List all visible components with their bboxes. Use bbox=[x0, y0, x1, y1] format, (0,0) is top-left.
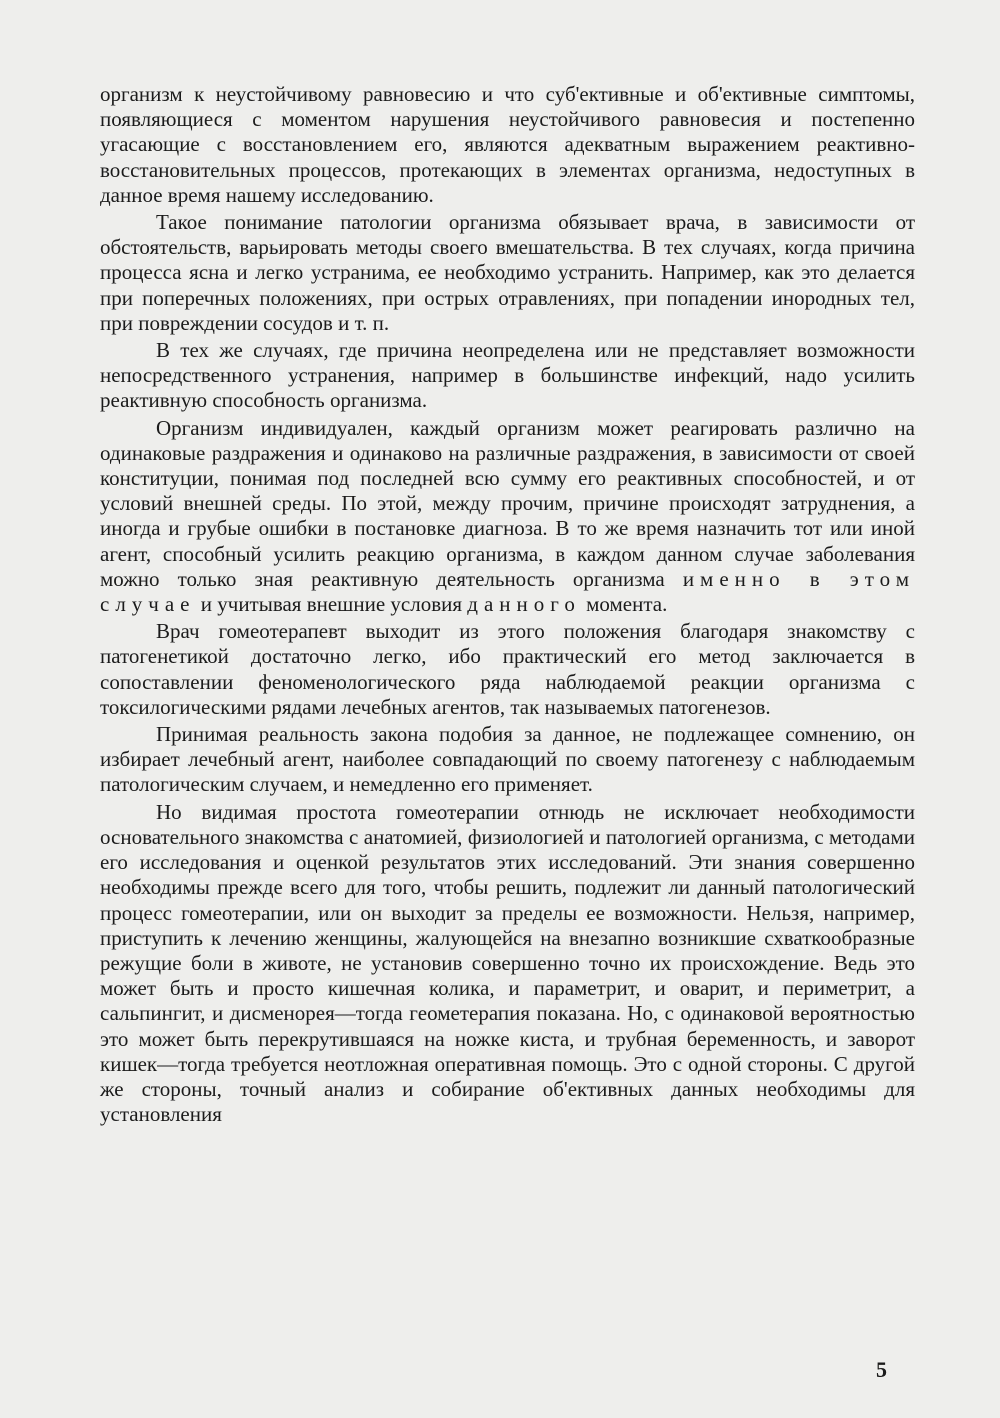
paragraph-4-text-before: Организм индивидуален, каждый организм может реагировать различно на одинаковые раздражения и одинаково на различные раздражения, в зависимости от своей конституции, понимая под последней всю сумму его реактивных способностей, и от условий внешней среды. По этой, между прочим, причине происходят затруднения, а иногда и грубые ошибки в постановке диагноза. В то же время назначить тот или иной агент, способный усилить реакцию организма, в каждом данном случае заболевания можно только зная реактивную деятельность организма bbox=[100, 415, 915, 591]
paragraph-4-spaced-emphasis-2: данного bbox=[467, 592, 581, 617]
paragraph-4-text-after: момента. bbox=[580, 592, 668, 617]
paragraph-4-spaced-emphasis-1: именно в этом случае bbox=[100, 566, 916, 617]
document-page bbox=[100, 82, 915, 1129]
page-number: 5 bbox=[876, 1357, 887, 1382]
paragraph-7: Но видимая простота гомеотерапии отнюдь не исключает необходимости основательного знакомства с анатомией, физиологией и патологией организма, с методами его исследования и оценкой результатов этих исследований. Эти знания совершенно необходимы прежде всего для того, чтобы решить, подлежит ли данный патологический процесс гомеотерапии, или он выходит за пределы ее возможности. Нельзя, например, приступить к лечению женщины, жалующейся на внезапно возникшие схваткообразные режущие боли в животе, не установив совершенно точно их происхождение. Ведь это может быть и просто кишечная колика, и параметрит, и оварит, и периметрит, а сальпингит, и дисменорея—тогда гeометерапия показана. Но, с одинаковой вероятностью это может быть перекрутившаяся на ножке киста, и трубная беременность, и заворот кишек—тогда требуется неотложная оперативная помощь. Это с одной стороны. С другой же стороны, точный анализ и собирание об'ективных данных необходимы для установления bbox=[100, 799, 915, 1127]
paragraph-2: Такое понимание патологии организма обязывает врача, в зависимости от обстоятельств, варьировать методы своего вмешательства. В тех случаях, когда причина процесса ясна и легко устранима, ее необходимо устранить. Например, как это делается при поперечных положениях, при острых отравлениях, при попадении инородных тел, при повреждении сосудов и т. п. bbox=[100, 210, 915, 335]
paragraph-5: Врач гомеотерапевт выходит из этого положения благодаря знакомству с патогенетикой достаточно легко, ибо практический его метод заключается в сопоставлении феноменологического ряда наблюдаемой реакции организма с токсилогическими рядами лечебных агентов, так называемых патогенезов. bbox=[100, 619, 915, 719]
paragraph-6: Принимая реальность закона подобия за данное, не подлежащее сомнению, он избирает лечебный агент, наиболее совпадающий по своему патогенезу с наблюдаемым патологическим случаем, и немедленно его применяет. bbox=[100, 722, 915, 797]
paragraph-4-text-middle: и учитывая внешние условия bbox=[195, 592, 468, 617]
paragraph-3: В тех же случаях, где причина неопределена или не представляет возможности непосредственного устранения, например в большинстве инфекций, надо усилить реактивную способность организма. bbox=[100, 338, 915, 413]
paragraph-4 bbox=[100, 416, 915, 618]
paragraph-1: организм к неустойчивому равновесию и что суб'ективные и об'ективные симптомы, появляющиеся с моментом нарушения неустойчивого равновесия и постепенно угасающие с восстановлением его, являются адекватным выражением реактивно-восстановительных процессов, протекающих в элементах организма, недоступных в данное время нашему исследованию. bbox=[100, 82, 915, 207]
